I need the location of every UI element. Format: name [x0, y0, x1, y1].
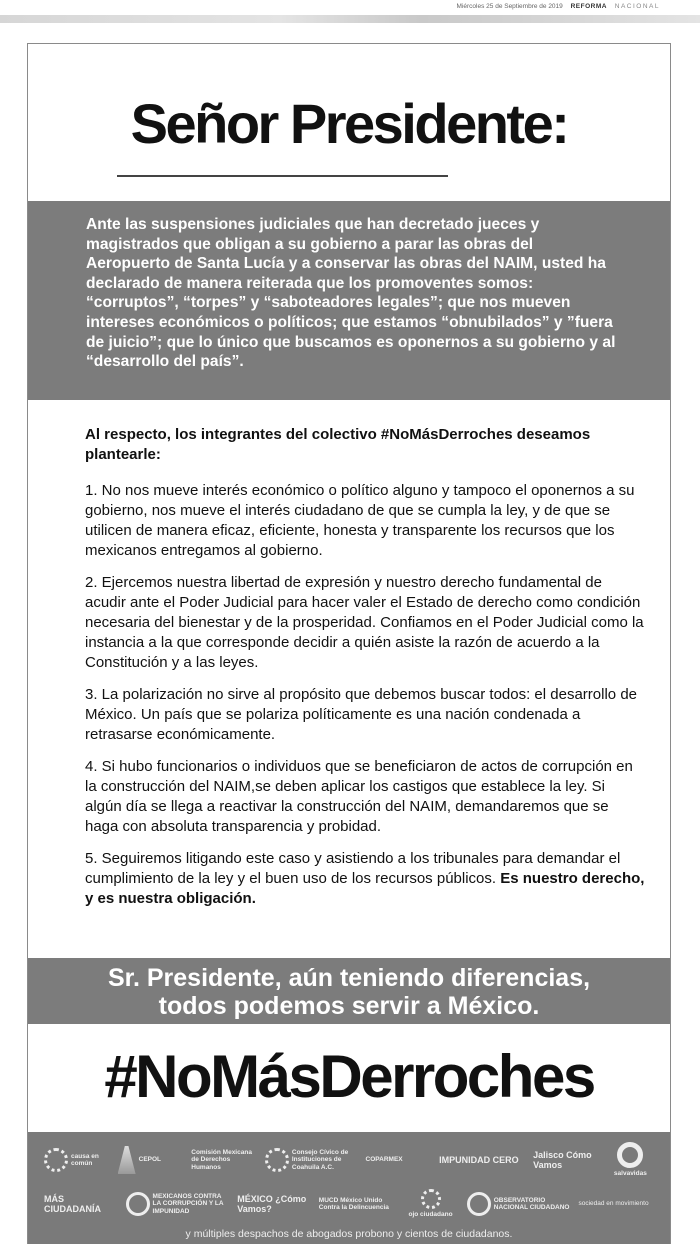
closing-line-2: todos podemos servir a México. — [158, 992, 540, 1020]
logo-mucd: MUCD México Unido Contra la Delincuencia — [318, 1196, 389, 1211]
body-intro: Al respecto, los integrantes del colectivo #NoMásDerroches deseamos plantearle: — [85, 426, 591, 463]
point-4: 4. Si hubo funcionarios o individuos que se beneficiaron de actos de corrupción en la construcción del NAIM,se deben aplicar los castigos que establece la ley. Si algún día se llega a reactivar la construcción del NAIM, demandaremos que se haga con absoluta transparencia y probidad. — [85, 758, 633, 835]
point-5-bold: Es nuestro derecho, y es nuestra obligación. — [85, 870, 645, 907]
logo-mexico-como-vamos: MÉXICO ¿Cómo Vamos? — [237, 1194, 307, 1214]
point-5-text: 5. Seguiremos litigando este caso y asistiendo a los tribunales para demandar el cumplimiento de la ley y el buen uso de los recursos públicos. — [85, 850, 621, 887]
logo-mcci: MEXICANOS CONTRA LA CORRUPCIÓN Y LA IMPUNIDAD — [126, 1192, 232, 1216]
intro-text: Ante las suspensiones judiciales que han decretado jueces y magistrados que obligan a su gobierno a parar las obras del Aeropuerto de Santa Lucía y a conservar las obras del NAIM, usted ha declarado de manera reiterada que los promoventes somos: “corruptos”, “torpes” y “saboteadores legales”; que nos mueven intereses económicos o políticos; que estamos “obnubilados” y ”fuera de juicio”; que lo único que buscamos es oponernos a su gobierno y al “desarrollo del país”. — [86, 216, 616, 371]
date: Miércoles 25 de Septiembre de 2019 — [456, 3, 563, 10]
point-2: 2. Ejercemos nuestra libertad de expresión y nuestro derecho fundamental de acudir ante el Poder Judicial para hacer valer el Estado de derecho como condición necesaria del bienestar y de la prosperidad. Confiamos en el Poder Judicial como la instancia a la que corresponde decidir a quién asiste la razón de acuerdo a la Constitución y a las leyes. — [85, 574, 644, 671]
hashtag — [28, 1042, 670, 1112]
letter-body — [85, 425, 645, 921]
point-1: 1. No nos mueve interés económico o político alguno y tampoco el oponernos a su gobierno, nos mueve el interés ciudadano de que se cumpla la ley, y de que se utilicen de manera eficaz, eficiente, honesta y transparente los recursos que los mexicanos entregamos al gobierno. — [85, 482, 635, 559]
hashtag-text: #NoMásDerroches — [104, 1043, 594, 1110]
signatories-footer: y múltiples despachos de abogados probono y cientos de ciudadanos. — [185, 1228, 513, 1240]
closing-line-1: Sr. Presidente, aún teniendo diferencias, — [107, 964, 591, 992]
dateline — [457, 3, 660, 11]
intro-band — [28, 201, 670, 400]
logo-mas-ciudadania: MÁS CIUDADANÍA — [44, 1194, 101, 1214]
closing-band — [28, 958, 670, 1024]
building-icon — [118, 1146, 136, 1174]
headline — [28, 92, 670, 156]
q-icon — [126, 1192, 150, 1216]
lifebuoy-icon: salvavidas — [607, 1142, 654, 1178]
logo-observatorio: OBSERVATORIO NACIONAL CIUDADANO — [467, 1192, 573, 1216]
point-5 — [85, 849, 645, 909]
headline-text: Señor Presidente: — [130, 92, 568, 155]
logo-impunidad-cero: IMPUNIDAD CERO — [439, 1155, 519, 1165]
header-bar — [0, 15, 700, 23]
dots-icon — [265, 1148, 289, 1172]
logo-sociedad-en-movimiento: sociedad en movimiento — [578, 1200, 649, 1208]
logo-row-2 — [44, 1182, 654, 1226]
logo-causa-en-comun: causa en común — [44, 1148, 112, 1172]
logo-coparmex: COPARMEX — [365, 1156, 403, 1164]
logo-cepol: CEPOL — [118, 1146, 186, 1174]
section-name: NACIONAL — [614, 3, 660, 10]
spiral-icon — [467, 1192, 491, 1216]
logo-jalisco-como-vamos: Jalisco Cómo Vamos — [533, 1150, 592, 1170]
newspaper-header — [0, 0, 700, 30]
logo-row-1 — [44, 1138, 654, 1182]
logo-cmdh: Comisión Mexicana de Derechos Humanos — [191, 1148, 252, 1171]
starburst-icon — [44, 1148, 68, 1172]
point-3: 3. La polarización no sirve al propósito que debemos buscar todos: el desarrollo de México. Un país que se polariza políticamente es una nación condenada a retrasarse económicamente. — [85, 686, 637, 743]
signatories-band — [28, 1132, 670, 1244]
eye-icon — [421, 1189, 441, 1209]
divider — [117, 175, 448, 177]
logo-eye: ojo ciudadano — [400, 1189, 460, 1219]
paper-name: REFORMA — [570, 3, 607, 10]
logo-consejo-civico: Consejo Cívico de Instituciones de Coahuila A.C. — [265, 1148, 360, 1172]
